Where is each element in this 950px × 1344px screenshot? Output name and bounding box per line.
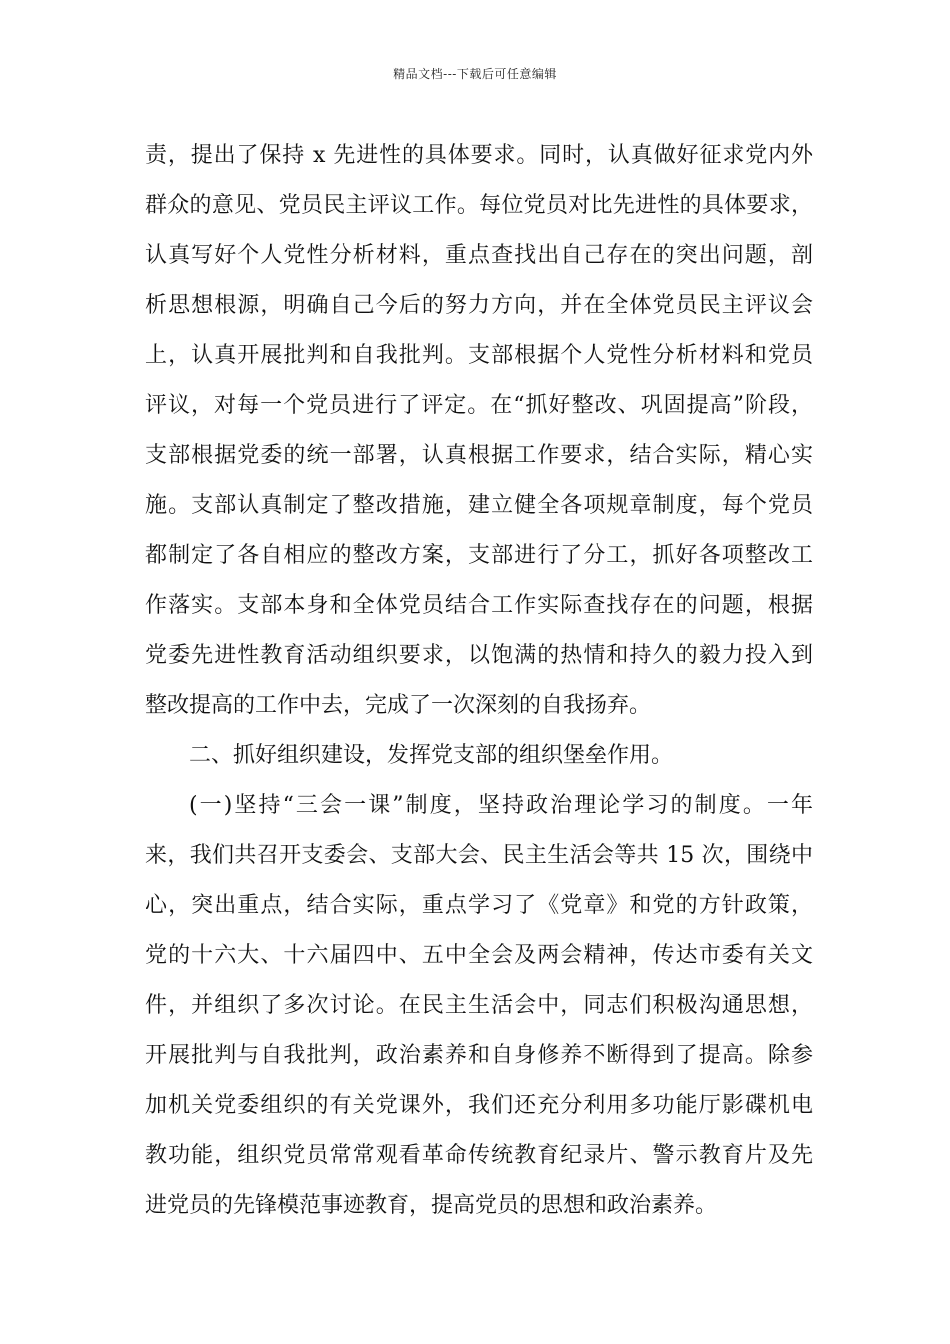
- text-line: 教功能，组织党员常常观看革命传统教育纪录片、警示教育片及先: [145, 1143, 813, 1168]
- text-line: 党的十六大、十六届四中、五中全会及两会精神，传达市委有关文: [145, 943, 813, 968]
- text-line: 进党员的先锋模范事迹教育，提高党员的思想和政治素养。: [145, 1193, 718, 1218]
- text-line: 来，我们共召开支委会、支部大会、民主生活会等共 15 次，围绕中: [145, 843, 813, 868]
- text-line: 群众的意见、党员民主评议工作。每位党员对比先进性的具体要求，: [145, 193, 813, 218]
- text-line: 作落实。支部本身和全体党员结合工作实际查找存在的问题，根据: [145, 593, 813, 618]
- document-body: [145, 131, 813, 1231]
- text-line: 开展批判与自我批判，政治素养和自身修养不断得到了提高。除参: [145, 1043, 813, 1068]
- paragraph-party-spirit-rectification: [145, 131, 813, 731]
- text-line: 评议，对每一个党员进行了评定。在“抓好整改、巩固提高”阶段，: [145, 393, 813, 418]
- text-line: 责，提出了保持 x 先进性的具体要求。同时，认真做好征求党内外: [145, 143, 813, 168]
- text-line: 析思想根源，明确自己今后的努力方向，并在全体党员民主评议会: [145, 293, 813, 318]
- text-line: 件，并组织了多次讨论。在民主生活会中，同志们积极沟通思想，: [145, 993, 813, 1018]
- text-line: 加机关党委组织的有关党课外，我们还充分利用多功能厅影碟机电: [145, 1093, 813, 1118]
- page-header: 精品文档---下载后可任意编辑: [393, 67, 557, 81]
- text-line: 施。支部认真制定了整改措施，建立健全各项规章制度，每个党员: [145, 493, 813, 518]
- text-line: 上，认真开展批判和自我批判。支部根据个人党性分析材料和党员: [145, 343, 813, 368]
- text-line: 认真写好个人党性分析材料，重点查找出自己存在的突出问题，剖: [145, 243, 813, 268]
- section-heading: [145, 731, 813, 781]
- text-line: 支部根据党委的统一部署，认真根据工作要求，结合实际，精心实: [145, 443, 813, 468]
- text-line: 党委先进性教育活动组织要求，以饱满的热情和持久的毅力投入到: [145, 643, 813, 668]
- text-line: 整改提高的工作中去，完成了一次深刻的自我扬弃。: [145, 693, 652, 718]
- paragraph-three-meetings-one-lesson: [145, 781, 813, 1231]
- text-line: 都制定了各自相应的整改方案，支部进行了分工，抓好各项整改工: [145, 543, 813, 568]
- text-line: (一)坚持“三会一课”制度，坚持政治理论学习的制度。一年: [189, 793, 813, 818]
- heading-line: 二、抓好组织建设，发挥党支部的组织堡垒作用。: [189, 743, 674, 768]
- text-line: 心，突出重点，结合实际，重点学习了《党章》和党的方针政策，: [145, 893, 813, 918]
